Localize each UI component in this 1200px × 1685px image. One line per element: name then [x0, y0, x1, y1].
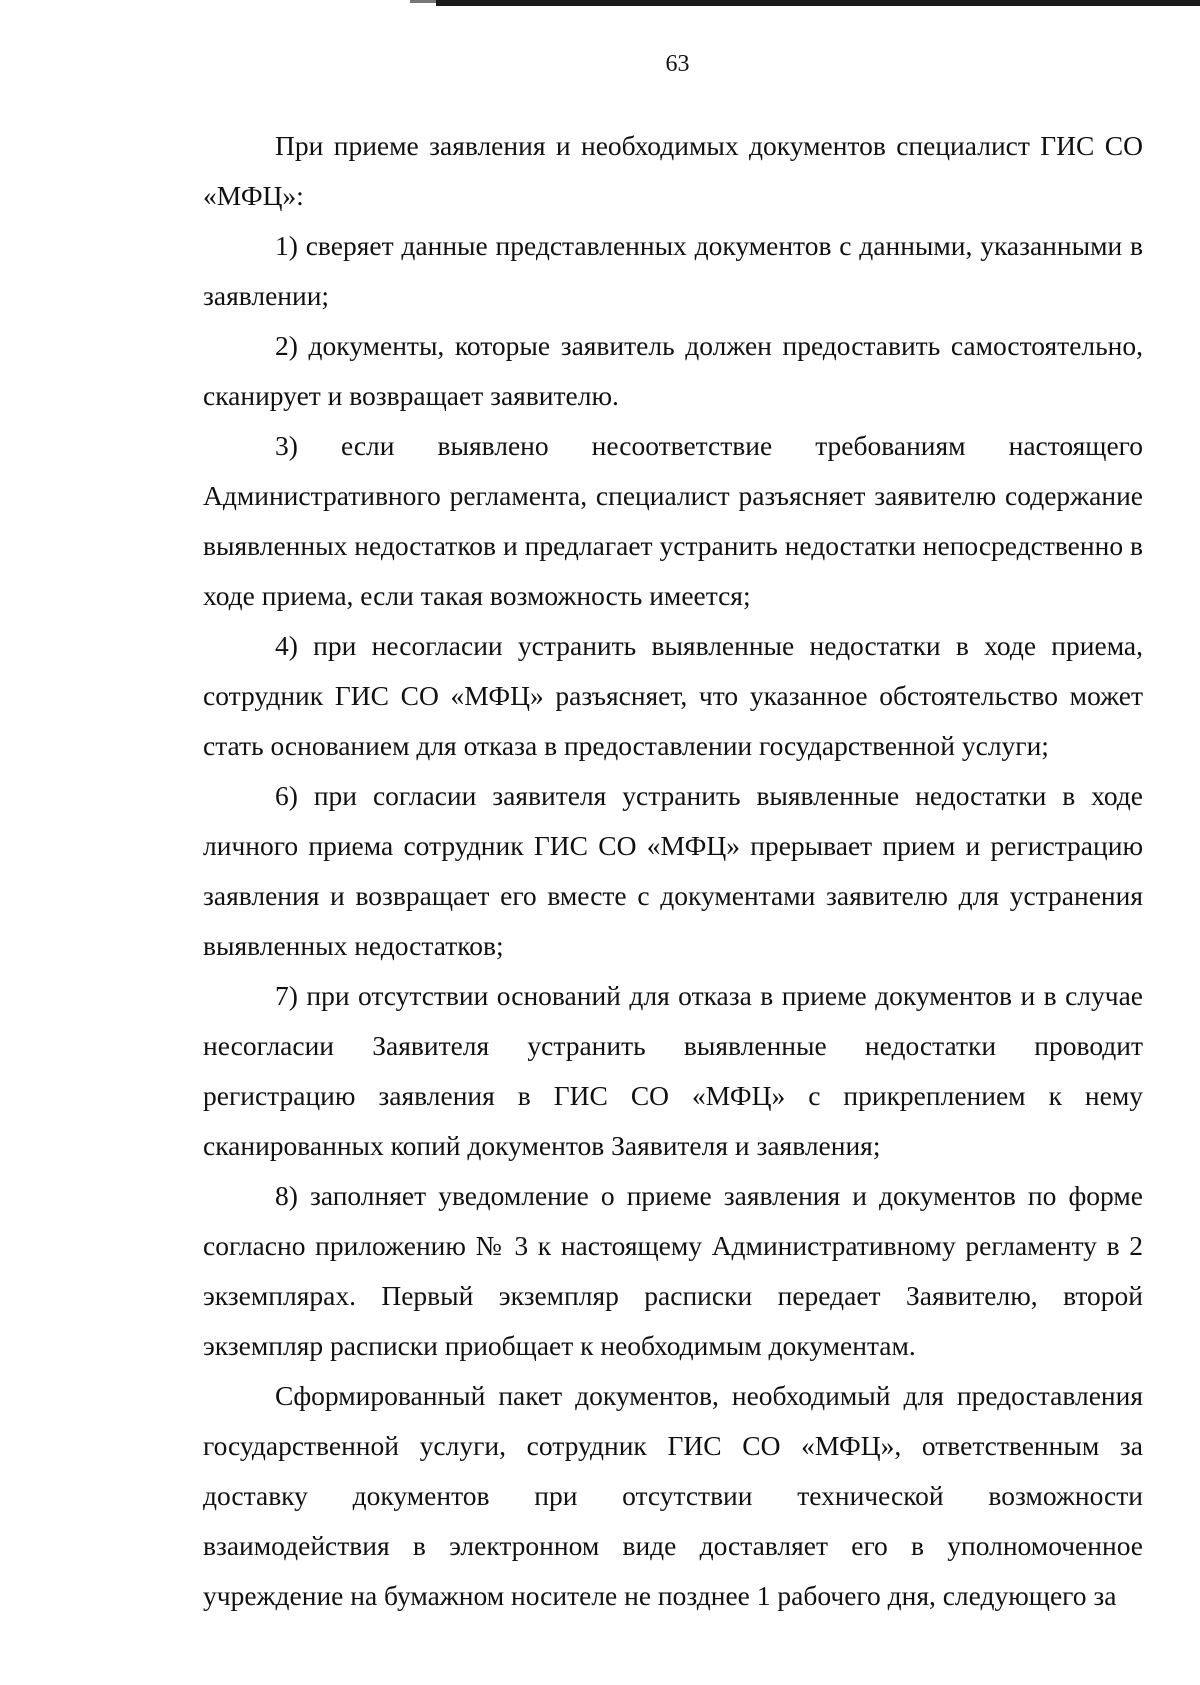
paragraph-item-3: 3) если выявлено несоответствие требованиям настоящего Административного регламента, специалист разъясняет заявителю содержание выявленных недостатков и предлагает устранить недостатки непосредственно в ходе приема, если такая возможность имеется;	[203, 430, 1143, 611]
page-number: 63	[665, 51, 690, 77]
paragraph-item-8: 8) заполняет уведомление о приеме заявления и документов по форме согласно приложению № 3 к настоящему Административному регламенту в 2 экземплярах. Первый экземпляр расписки передает Заявителю, второй экземпляр расписки приобщает к необходимым документам.	[203, 1180, 1143, 1361]
paragraph-item-4: 4) при несогласии устранить выявленные недостатки в ходе приема, сотрудник ГИС СО «МФЦ» разъясняет, что указанное обстоятельство может стать основанием для отказа в предоставлении государственной услуги;	[203, 630, 1143, 761]
paragraph-item-7: 7) при отсутствии оснований для отказа в приеме документов и в случае несогласии Заявителя устранить выявленные недостатки проводит регистрацию заявления в ГИС СО «МФЦ» с прикреплением к нему сканированных копий документов Заявителя и заявления;	[203, 980, 1143, 1161]
paragraph-item-6: 6) при согласии заявителя устранить выявленные недостатки в ходе личного приема сотрудник ГИС СО «МФЦ» прерывает прием и регистрацию заявления и возвращает его вместе с документами заявителю для устранения выявленных недостатков;	[203, 780, 1143, 961]
paragraph-item-1: 1) сверяет данные представленных документов с данными, указанными в заявлении;	[203, 230, 1143, 311]
paragraph-item-2: 2) документы, которые заявитель должен предоставить самостоятельно, сканирует и возвращает заявителю.	[203, 330, 1143, 411]
scan-edge-line	[436, 0, 1200, 6]
document-body	[203, 121, 1143, 1621]
paragraph-document-package: Сформированный пакет документов, необходимый для предоставления государственной услуги, сотрудник ГИС СО «МФЦ», ответственным за доставку документов при отсутствии технической возможности взаимодействия в электронном виде доставляет его в уполномоченное учреждение на бумажном носителе не позднее 1 рабочего дня, следующего за	[203, 1380, 1143, 1611]
paragraph-intro: При приеме заявления и необходимых документов специалист ГИС СО «МФЦ»:	[203, 130, 1143, 211]
